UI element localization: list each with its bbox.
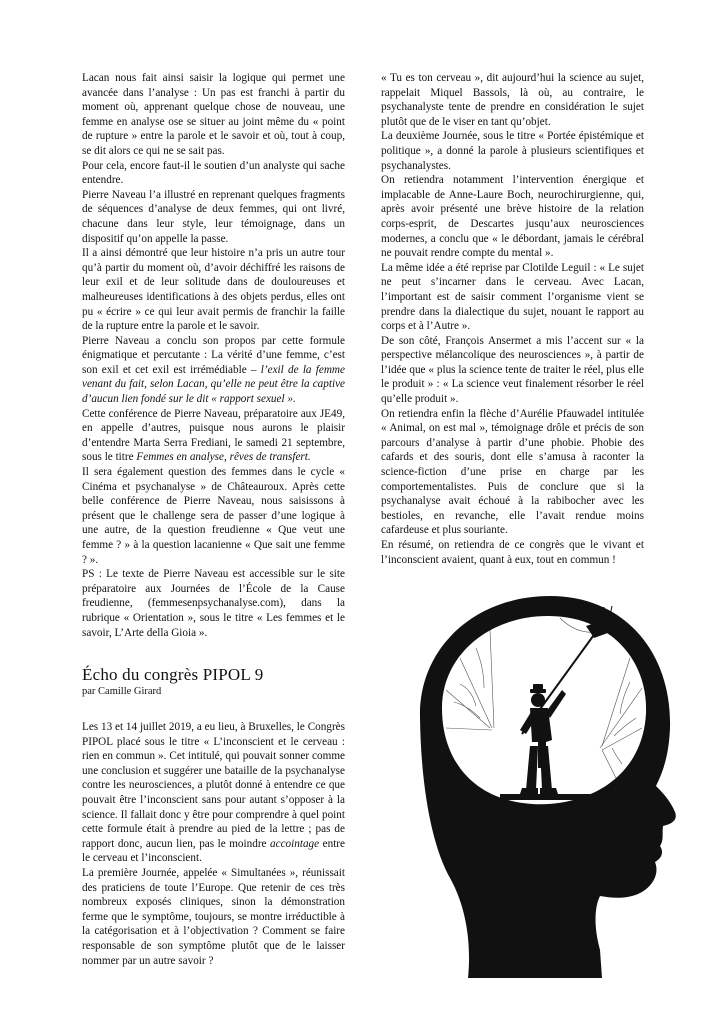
paragraph: Lacan nous fait ainsi saisir la logique qui permet une avancée dans l’analyse : Un pas est franchi à partir du moment où, apprenant quelque chose de nouveau, une femme en analyse ose se situer au joint même du « point de rupture » entre la parole et le savoir et où, tout à coup, se dit alors ce qui ne se sait pas. (82, 72, 345, 157)
paragraph: Il a ainsi démontré que leur histoire n’a pris un autre tour qu’à partir du moment où, d’avoir déchiffré les raisons de leur exil et de leur solitude dans de douloureuses et malheureuses identifications à des objets perdus, elles ont pu « écrire » ce qui leur avait permis de franchir la faille de la rupture entre la parole et le savoir. (82, 247, 345, 333)
left-column (82, 71, 345, 640)
paragraph-text: Les 13 et 14 juillet 2019, a eu lieu, à Bruxelles, le Congrès PIPOL placé sous le titre « L’inconscient et le cerveau : rien en commun ». Cet intitulé, qui pouvait sonner comme une conclusion et suggérer une bataille de la psychanalyse contre les neurosciences, a plutôt donné à entendre ce que pouvait être l’inconscient sans pour autant s’opposer à la science. Il fallait donc y être pour comprendre à quel point cette formule était à prendre au pied de la lettre ; pas de rapport donc, aucun lien, pas le moindre (82, 721, 345, 850)
paragraph: On retiendra notamment l’intervention énergique et implacable de Anne-Laure Boch, neurochirurgienne, qui, après avoir présenté une brève histoire de la relation corps-esprit, de Descartes jusqu’aux neurosciences modernes, a conclu que « le débordant, jamais le cérébral ne pouvait rendre compte du mental ». (381, 174, 644, 260)
article-byline: par Camille Girard (82, 686, 162, 697)
paragraph: La deuxième Journée, sous le titre « Portée épistémique et politique », a donné la parole à plusieurs scientifiques et psychanalystes. (381, 130, 644, 172)
paragraph (82, 720, 345, 866)
paragraph-text: entre le cerveau et l’inconscient. (82, 837, 346, 865)
paragraph (82, 334, 345, 407)
head-silhouette-illustration (380, 578, 680, 978)
article-body (82, 720, 345, 968)
right-column (381, 71, 644, 567)
title-italic: Femmes en analyse, rêves de transfert. (136, 451, 311, 464)
paragraph: De son côté, François Ansermet a mis l’accent sur « la perspective mélancolique des neurosciences », à partir de l’idée que « plus la science tente de traiter le réel, plus elle le produit » : « La science veut finalement résorber le réel qu’elle produit ». (381, 334, 644, 406)
platform (500, 794, 590, 800)
article-section (82, 665, 345, 968)
head-silhouette-icon (380, 578, 680, 978)
article-title: Écho du congrès PIPOL 9 (82, 665, 264, 684)
quote-italic: l’exil de la femme venant du fait, selon Lacan, qu’elle ne peut être la captive d’aucun lien fondé sur le dit « rapport sexuel ». (82, 363, 345, 406)
paragraph: La première Journée, appelée « Simultanées », réunissait des praticiens de toute l’Europe. Que retenir de ces très nombreux exposés cliniques, sinon la démonstration ferme que le symptôme, toujours, se montre irréductible à la catégorisation et à l’objectivation ? Comment se faire responsable de son symptôme plutôt que de le laisser nommer par un autre savoir ? (82, 866, 345, 967)
paragraph: En résumé, on retiendra de ce congrès que le vivant et l’inconscient avaient, quant à eux, tout en commun ! (381, 539, 644, 566)
word-italic: accointage (270, 837, 320, 850)
paragraph (82, 407, 345, 465)
paragraph: Pour cela, encore faut-il le soutien d’un analyste qui sache entendre. (82, 159, 345, 187)
paragraph: On retiendra enfin la flèche d’Aurélie Pfauwadel intitulée « Animal, on est mal », témoignage drôle et précis de son parcours d’analyse à partir d’une phobie. Phobie des cafards et des souris, dont elle s’amusa à raconter la science-fiction d’une prise en charge par les comportementalistes. Puis de conclure que si la psychanalyse avait échoué à la rabibocher avec les bestioles, en revanche, elle l’avait rendue moins cafardeuse et plus souriante. (381, 407, 644, 537)
paragraph: Il sera également question des femmes dans le cycle « Cinéma et psychanalyse » de Châteauroux. Après cette belle conférence de Pierre Naveau, nous saisissons à présent que le challenge sera de passer d’une logique à une autre, de la question freudienne « Que veut une femme ? » à la question lacanienne « Que sait une femme ? ». (82, 466, 345, 566)
paragraph: La même idée a été reprise par Clotilde Leguil : « Le sujet ne peut s’incarner dans le cerveau. Avec Lacan, l’important est de saisir comment l’organisme vient se prendre dans la dialectique du sujet, nouant le rapport au corps et à l’Autre ». (381, 261, 644, 333)
paragraph: PS : Le texte de Pierre Naveau est accessible sur le site préparatoire aux Journées de l’École de la Cause freudienne, (femmesenpsychanalyse.com), dans la rubrique « Orientation », sous le titre « Les femmes et le savoir, L’Arte della Gioia ». (82, 568, 345, 639)
paragraph: « Tu es ton cerveau », dit aujourd’hui la science au sujet, rappelait Miquel Bassols, là où, au contraire, le psychanalyste tente de prendre en considération le sujet plutôt que de le viser en tant qu’objet. (381, 72, 644, 128)
paragraph-text: Cette conférence de Pierre Naveau, préparatoire aux JE49, en appelle d’autres, puisque nous aurons le plaisir d’entendre Marta Serra Frediani, le samedi 21 septembre, sous le titre (82, 407, 345, 464)
paragraph-text: Pierre Naveau a conclu son propos par cette formule énigmatique et percutante : La vérité d’une femme, c’est son exil et cet exil est irrémédiable – (82, 334, 345, 376)
paragraph: Pierre Naveau l’a illustré en reprenant quelques fragments de séquences d’analyse de deux femmes, qui ont livré, chacune dans leur style, leur témoignage, dans un dispositif qu’on appelle la passe. (82, 188, 345, 245)
